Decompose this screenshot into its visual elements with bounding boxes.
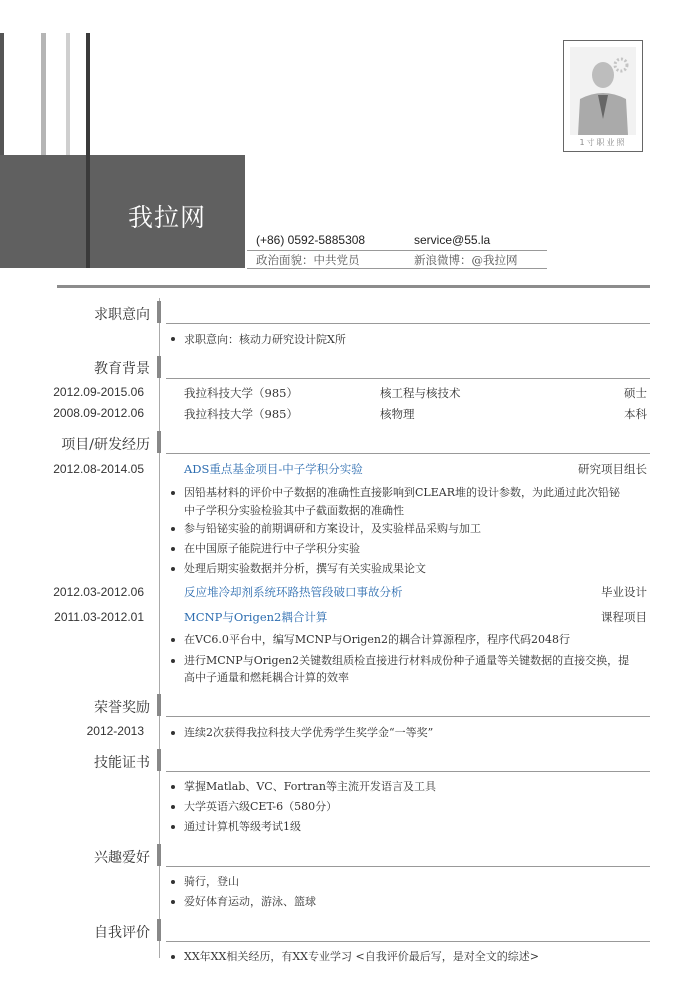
edu-school: 我拉科技大学（985） xyxy=(184,386,298,400)
section-line xyxy=(166,453,650,454)
edu-date: 2012.09-2015.06 xyxy=(53,385,144,399)
bullet-dot xyxy=(171,547,175,551)
bullet-dot xyxy=(171,825,175,829)
bullet-dot xyxy=(171,880,175,884)
edu-school: 我拉科技大学（985） xyxy=(184,407,298,421)
project-name: MCNP与Origen2耦合计算 xyxy=(184,610,328,624)
project-date: 2011.03-2012.01 xyxy=(54,610,144,624)
self-eval-item: XX年XX相关经历，有XX专业学习 <自我评价最后写，是对全文的综述> xyxy=(184,950,539,963)
email: service@55.la xyxy=(414,233,491,247)
project-role: 研究项目组长 xyxy=(578,462,647,476)
project-bullet: 处理后期实验数据并分析，撰写有关实验成果论文 xyxy=(184,562,426,575)
skill-item: 大学英语六级CET-6（580分） xyxy=(184,800,338,813)
project-bullet: 参与铅铋实验的前期调研和方案设计，及实验样品采购与加工 xyxy=(184,522,481,535)
section-line xyxy=(166,323,650,324)
project-role: 课程项目 xyxy=(601,610,647,624)
bullet-dot xyxy=(171,337,175,341)
section-marker xyxy=(157,694,161,716)
bullet-dot xyxy=(171,955,175,959)
honor-date: 2012-2013 xyxy=(86,724,144,738)
edu-degree: 硕士 xyxy=(624,386,647,400)
edu-degree: 本科 xyxy=(624,407,647,421)
bullet-dot xyxy=(171,527,175,531)
bullet-dot xyxy=(171,805,175,809)
skill-item: 通过计算机等级考试1级 xyxy=(184,820,301,833)
bullet-dot xyxy=(171,659,175,663)
section-title-self-eval: 自我评价 xyxy=(94,925,150,941)
candidate-name: 我拉网 xyxy=(128,203,207,232)
section-title-hobbies: 兴趣爱好 xyxy=(94,850,150,866)
bullet-dot xyxy=(171,785,175,789)
section-marker xyxy=(157,919,161,941)
project-bullet-cont: 中子学积分实验检验其中子截面数据的准确性 xyxy=(184,504,404,517)
person-icon xyxy=(570,47,636,135)
phone: (+86) 0592-5885308 xyxy=(256,233,366,247)
project-bullet: 在VC6.0平台中，编写MCNP与Origen2的耦合计算源程序，程序代码2048行 xyxy=(184,633,570,646)
hobby-item: 爱好体育运动，游泳、篮球 xyxy=(184,895,316,908)
project-role: 毕业设计 xyxy=(601,585,647,599)
project-bullet: 进行MCNP与Origen2关键数组质检直接进行材料成份种子通量等关键数据的直接交换，提 xyxy=(184,654,630,667)
project-name: ADS重点基金项目-中子学积分实验 xyxy=(184,462,363,476)
section-line xyxy=(166,941,650,942)
section-marker xyxy=(157,749,161,771)
photo-caption: 1寸职业照 xyxy=(579,138,627,147)
section-title-honors: 荣誉奖励 xyxy=(94,700,150,716)
name-block xyxy=(0,155,245,268)
project-date: 2012.03-2012.06 xyxy=(53,585,144,599)
photo-frame xyxy=(563,40,643,152)
skill-item: 掌握Matlab、VC、Fortran等主流开发语言及工具 xyxy=(184,780,436,793)
project-bullet: 因铅基材料的评价中子数据的准确性直接影响到CLEAR堆的设计参数，为此通过此次铅铋 xyxy=(184,486,620,499)
project-bullet-cont: 高中子通量和燃耗耦合计算的效率 xyxy=(184,671,349,684)
section-marker xyxy=(157,844,161,866)
bullet-dot xyxy=(171,567,175,571)
edu-date: 2008.09-2012.06 xyxy=(53,406,144,420)
bullet-dot xyxy=(171,731,175,735)
project-bullet: 在中国原子能院进行中子学积分实验 xyxy=(184,542,360,555)
section-title-education: 教育背景 xyxy=(94,361,150,377)
bullet-dot xyxy=(171,491,175,495)
contact-divider xyxy=(247,268,547,269)
section-line xyxy=(166,716,650,717)
edu-major: 核物理 xyxy=(380,407,415,421)
section-title-objective: 求职意向 xyxy=(94,307,150,323)
section-title-projects: 项目/研发经历 xyxy=(61,437,150,453)
section-line xyxy=(166,771,650,772)
edu-major: 核工程与核技术 xyxy=(380,386,461,400)
section-line xyxy=(166,866,650,867)
section-title-skills: 技能证书 xyxy=(94,755,150,771)
avatar xyxy=(570,47,636,135)
section-line xyxy=(166,378,650,379)
hobby-item: 骑行，登山 xyxy=(184,875,239,888)
header-bar xyxy=(86,33,90,268)
section-marker xyxy=(157,356,161,378)
project-name: 反应堆冷却剂系统环路热管段破口事故分析 xyxy=(184,585,403,599)
bullet-dot xyxy=(171,900,175,904)
section-marker xyxy=(157,301,161,323)
project-date: 2012.08-2014.05 xyxy=(53,462,144,476)
section-marker xyxy=(157,431,161,453)
contact-divider xyxy=(247,250,547,251)
main-divider xyxy=(57,285,650,288)
political-status: 政治面貌：中共党员 xyxy=(256,253,360,267)
objective-item: 求职意向：核动力研究设计院X所 xyxy=(184,333,346,346)
honor-item: 连续2次获得我拉科技大学优秀学生奖学金“一等奖” xyxy=(184,726,434,739)
weibo: 新浪微博：@我拉网 xyxy=(414,253,518,267)
bullet-dot xyxy=(171,638,175,642)
